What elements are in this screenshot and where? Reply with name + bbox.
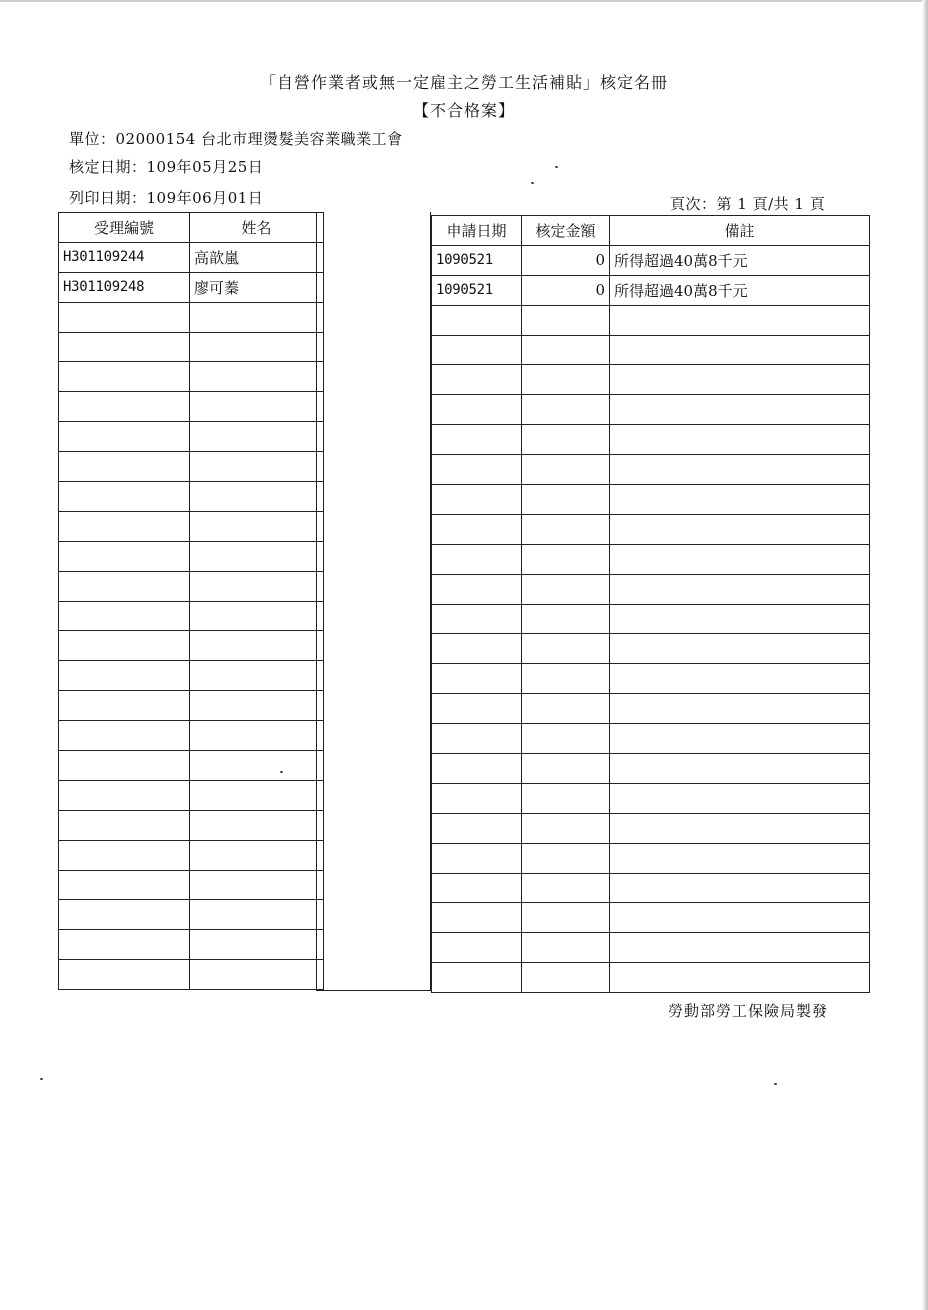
amount-cell bbox=[522, 335, 610, 365]
amount-cell bbox=[522, 485, 610, 515]
case-id-cell bbox=[59, 930, 190, 960]
note-cell bbox=[610, 574, 870, 604]
table-row bbox=[432, 305, 870, 335]
table-row bbox=[432, 574, 870, 604]
amount-cell: 0 bbox=[522, 245, 610, 275]
note-cell bbox=[610, 634, 870, 664]
name-cell bbox=[190, 422, 324, 452]
apply-date-cell bbox=[432, 963, 522, 993]
scan-speck bbox=[531, 182, 534, 184]
note-cell bbox=[610, 514, 870, 544]
table-row bbox=[432, 963, 870, 993]
case-id-cell bbox=[59, 751, 190, 781]
table-row bbox=[432, 514, 870, 544]
case-id-cell bbox=[59, 780, 190, 810]
note-cell bbox=[610, 873, 870, 903]
apply-date-cell bbox=[432, 395, 522, 425]
table-row bbox=[59, 840, 324, 870]
note-cell bbox=[610, 335, 870, 365]
note-cell bbox=[610, 664, 870, 694]
table-row bbox=[59, 751, 324, 781]
apply-date-cell bbox=[432, 365, 522, 395]
table-row bbox=[59, 810, 324, 840]
table-row bbox=[432, 365, 870, 395]
apply-date-cell bbox=[432, 813, 522, 843]
table-row bbox=[59, 960, 324, 990]
table-row bbox=[59, 691, 324, 721]
amount-cell bbox=[522, 873, 610, 903]
table-row bbox=[432, 634, 870, 664]
table-row bbox=[59, 242, 324, 272]
table-row bbox=[59, 272, 324, 302]
scan-edge-top bbox=[0, 0, 928, 2]
note-cell: 所得超過40萬8千元 bbox=[610, 245, 870, 275]
case-id-cell bbox=[59, 900, 190, 930]
name-cell bbox=[190, 900, 324, 930]
case-id-cell bbox=[59, 511, 190, 541]
name-cell bbox=[190, 661, 324, 691]
apply-date-cell bbox=[432, 604, 522, 634]
apply-date-cell bbox=[432, 873, 522, 903]
apply-date-cell bbox=[432, 694, 522, 724]
apply-date-cell: 1090521 bbox=[432, 275, 522, 305]
left-table bbox=[58, 212, 324, 990]
amount-cell bbox=[522, 634, 610, 664]
table-row bbox=[432, 813, 870, 843]
case-id-cell bbox=[59, 482, 190, 512]
table-row bbox=[59, 332, 324, 362]
scan-speck bbox=[280, 771, 283, 773]
note-cell bbox=[610, 783, 870, 813]
case-id-cell bbox=[59, 541, 190, 571]
scan-speck bbox=[774, 1083, 777, 1085]
table-row bbox=[59, 392, 324, 422]
right-header-row bbox=[432, 216, 870, 246]
note-cell bbox=[610, 903, 870, 933]
table-row bbox=[59, 601, 324, 631]
table-row bbox=[432, 843, 870, 873]
case-id-cell bbox=[59, 452, 190, 482]
name-cell bbox=[190, 840, 324, 870]
apply-date-cell bbox=[432, 305, 522, 335]
document-subtitle: 【不合格案】 bbox=[412, 101, 515, 120]
table-row bbox=[59, 780, 324, 810]
note-cell bbox=[610, 544, 870, 574]
table-row bbox=[432, 783, 870, 813]
case-id-cell bbox=[59, 392, 190, 422]
left-table-body bbox=[59, 242, 324, 989]
note-cell bbox=[610, 425, 870, 455]
amount-cell bbox=[522, 843, 610, 873]
case-id-cell bbox=[59, 631, 190, 661]
note-cell bbox=[610, 395, 870, 425]
name-cell bbox=[190, 482, 324, 512]
case-id-cell bbox=[59, 840, 190, 870]
table-row bbox=[59, 302, 324, 332]
table-row bbox=[59, 482, 324, 512]
header-amount: 核定金額 bbox=[522, 216, 610, 246]
table-row bbox=[432, 425, 870, 455]
case-id-cell bbox=[59, 870, 190, 900]
left-header-row bbox=[59, 213, 324, 243]
scan-speck bbox=[555, 166, 558, 168]
note-cell bbox=[610, 305, 870, 335]
note-cell bbox=[610, 485, 870, 515]
header-note: 備註 bbox=[610, 216, 870, 246]
right-table bbox=[431, 215, 870, 993]
note-cell bbox=[610, 813, 870, 843]
apply-date-cell bbox=[432, 634, 522, 664]
amount-cell bbox=[522, 574, 610, 604]
table-row bbox=[432, 873, 870, 903]
table-row bbox=[432, 335, 870, 365]
case-id-cell bbox=[59, 571, 190, 601]
table-row bbox=[59, 721, 324, 751]
table-row bbox=[432, 544, 870, 574]
apply-date-cell bbox=[432, 783, 522, 813]
name-cell: 廖可蓁 bbox=[190, 272, 324, 302]
apply-date-cell bbox=[432, 843, 522, 873]
amount-cell bbox=[522, 754, 610, 784]
name-cell bbox=[190, 960, 324, 990]
amount-cell: 0 bbox=[522, 275, 610, 305]
apply-date-cell bbox=[432, 485, 522, 515]
name-cell bbox=[190, 601, 324, 631]
apply-date-cell: 1090521 bbox=[432, 245, 522, 275]
table-row bbox=[59, 631, 324, 661]
table-row bbox=[59, 870, 324, 900]
print-date-line: 列印日期：109年06月01日 bbox=[69, 189, 264, 207]
amount-cell bbox=[522, 963, 610, 993]
amount-cell bbox=[522, 813, 610, 843]
name-cell: 高歆嵐 bbox=[190, 242, 324, 272]
apply-date-cell bbox=[432, 574, 522, 604]
blank-middle-column bbox=[316, 212, 431, 991]
apply-date-cell bbox=[432, 425, 522, 455]
issuer-footer: 勞動部勞工保險局製發 bbox=[668, 1002, 829, 1020]
table-row bbox=[59, 930, 324, 960]
document-title: 「自營作業者或無一定雇主之勞工生活補貼」核定名冊 bbox=[259, 73, 668, 92]
table-row bbox=[59, 571, 324, 601]
table-row bbox=[59, 541, 324, 571]
name-cell bbox=[190, 780, 324, 810]
table-row bbox=[432, 754, 870, 784]
case-id-cell bbox=[59, 810, 190, 840]
table-row bbox=[432, 694, 870, 724]
apply-date-cell bbox=[432, 724, 522, 754]
name-cell bbox=[190, 930, 324, 960]
apply-date-cell bbox=[432, 664, 522, 694]
note-cell bbox=[610, 724, 870, 754]
case-id-cell bbox=[59, 691, 190, 721]
case-id-cell: H301109248 bbox=[59, 272, 190, 302]
amount-cell bbox=[522, 425, 610, 455]
apply-date-cell bbox=[432, 514, 522, 544]
amount-cell bbox=[522, 455, 610, 485]
apply-date-cell bbox=[432, 903, 522, 933]
apply-date-cell bbox=[432, 754, 522, 784]
table-row bbox=[59, 362, 324, 392]
table-row bbox=[59, 661, 324, 691]
case-id-cell: H301109244 bbox=[59, 242, 190, 272]
name-cell bbox=[190, 362, 324, 392]
name-cell bbox=[190, 541, 324, 571]
table-row bbox=[432, 664, 870, 694]
scan-speck bbox=[40, 1078, 43, 1080]
note-cell bbox=[610, 843, 870, 873]
note-cell bbox=[610, 933, 870, 963]
case-id-cell bbox=[59, 302, 190, 332]
amount-cell bbox=[522, 604, 610, 634]
apply-date-cell bbox=[432, 455, 522, 485]
name-cell bbox=[190, 452, 324, 482]
amount-cell bbox=[522, 783, 610, 813]
note-cell bbox=[610, 963, 870, 993]
amount-cell bbox=[522, 544, 610, 574]
name-cell bbox=[190, 392, 324, 422]
amount-cell bbox=[522, 664, 610, 694]
table-row bbox=[59, 900, 324, 930]
amount-cell bbox=[522, 305, 610, 335]
amount-cell bbox=[522, 724, 610, 754]
right-table-panel bbox=[431, 215, 873, 993]
scan-edge-right bbox=[922, 0, 928, 1310]
table-row bbox=[432, 903, 870, 933]
right-table-body bbox=[432, 245, 870, 992]
table-row bbox=[432, 604, 870, 634]
amount-cell bbox=[522, 933, 610, 963]
name-cell bbox=[190, 302, 324, 332]
case-id-cell bbox=[59, 960, 190, 990]
case-id-cell bbox=[59, 601, 190, 631]
name-cell bbox=[190, 810, 324, 840]
left-table-panel bbox=[58, 212, 325, 990]
name-cell bbox=[190, 631, 324, 661]
table-row bbox=[432, 245, 870, 275]
note-cell bbox=[610, 365, 870, 395]
amount-cell bbox=[522, 514, 610, 544]
note-cell bbox=[610, 754, 870, 784]
table-row bbox=[59, 422, 324, 452]
apply-date-cell bbox=[432, 933, 522, 963]
header-case-id: 受理編號 bbox=[59, 213, 190, 243]
apply-date-cell bbox=[432, 335, 522, 365]
table-row bbox=[59, 452, 324, 482]
amount-cell bbox=[522, 365, 610, 395]
amount-cell bbox=[522, 395, 610, 425]
table-row bbox=[59, 511, 324, 541]
note-cell bbox=[610, 694, 870, 724]
name-cell bbox=[190, 511, 324, 541]
table-row bbox=[432, 933, 870, 963]
case-id-cell bbox=[59, 332, 190, 362]
name-cell bbox=[190, 571, 324, 601]
name-cell bbox=[190, 751, 324, 781]
table-row bbox=[432, 275, 870, 305]
unit-line: 單位：02000154 台北市理燙髮美容業職業工會 bbox=[69, 130, 403, 148]
name-cell bbox=[190, 691, 324, 721]
header-apply-date: 申請日期 bbox=[432, 216, 522, 246]
note-cell bbox=[610, 455, 870, 485]
page-info: 頁次：第 1 頁/共 1 頁 bbox=[670, 195, 826, 213]
approval-date-line: 核定日期：109年05月25日 bbox=[69, 158, 264, 176]
table-row bbox=[432, 455, 870, 485]
table-row bbox=[432, 724, 870, 754]
table-row bbox=[432, 395, 870, 425]
header-name: 姓名 bbox=[190, 213, 324, 243]
amount-cell bbox=[522, 903, 610, 933]
note-cell: 所得超過40萬8千元 bbox=[610, 275, 870, 305]
case-id-cell bbox=[59, 422, 190, 452]
table-row bbox=[432, 485, 870, 515]
amount-cell bbox=[522, 694, 610, 724]
name-cell bbox=[190, 721, 324, 751]
case-id-cell bbox=[59, 661, 190, 691]
name-cell bbox=[190, 870, 324, 900]
case-id-cell bbox=[59, 721, 190, 751]
case-id-cell bbox=[59, 362, 190, 392]
apply-date-cell bbox=[432, 544, 522, 574]
note-cell bbox=[610, 604, 870, 634]
name-cell bbox=[190, 332, 324, 362]
